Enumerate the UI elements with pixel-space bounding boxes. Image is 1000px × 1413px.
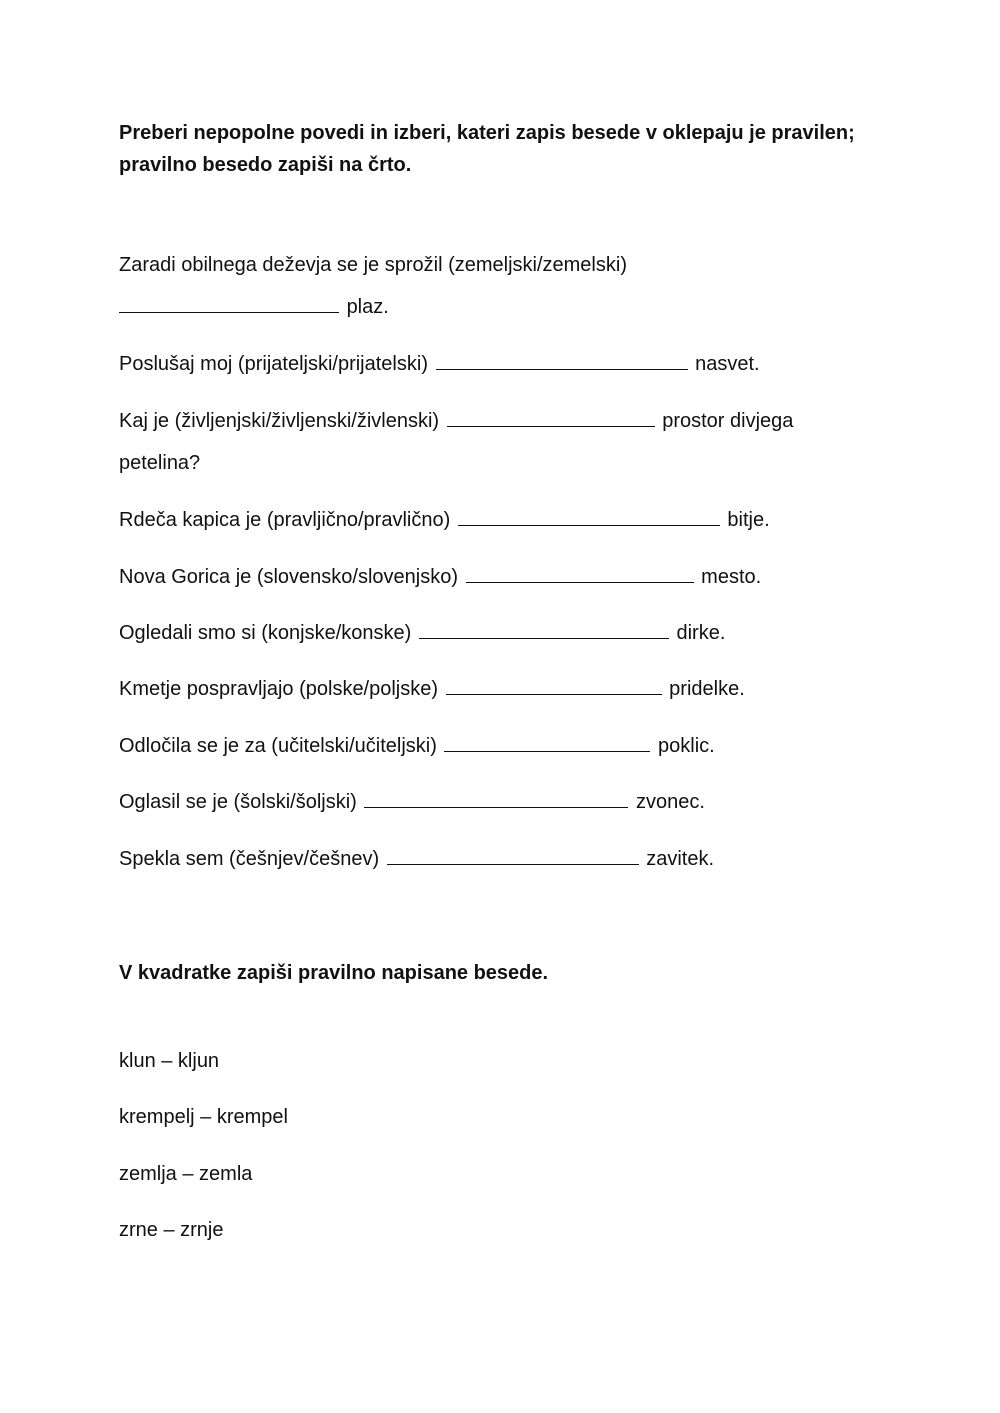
word-pair-item: klun – kljun (119, 1050, 220, 1072)
sentence-text-after: plaz. (346, 296, 389, 318)
answer-blank[interactable] (364, 787, 628, 808)
word-pair-item: zemlja – zemla (119, 1163, 253, 1185)
sentence-text-after: bitje. (727, 509, 770, 531)
answer-blank[interactable] (447, 406, 655, 427)
sentence-text-before: Ogledali smo si (konjske/konske) (119, 622, 412, 644)
sentence-text-before: Odločila se je za (učitelski/učiteljski) (119, 735, 437, 757)
sentence-text-before: Zaradi obilnega deževja se je sprožil (zemeljski/zemelski) (119, 254, 627, 276)
sentence-text-after: zvonec. (635, 791, 705, 813)
sentence-item (119, 556, 879, 598)
sentence-text-after: dirke. (676, 622, 726, 644)
sentence-item (119, 244, 879, 328)
sentence-item (119, 499, 879, 541)
sentence-text-before: Oglasil se je (šolski/šoljski) (119, 791, 357, 813)
sentence-text-after: prostor divjega petelina? (119, 410, 799, 474)
sentence-text-before: Spekla sem (češnjev/češnev) (119, 848, 380, 870)
word-pair-item: krempelj – krempel (119, 1106, 288, 1128)
sentence-text-before: Kaj je (življenjski/življenski/živlenski) (119, 410, 440, 432)
answer-blank[interactable] (444, 731, 650, 752)
sentence-item (119, 781, 879, 823)
sentence-item (119, 668, 879, 710)
sentence-text-after: zavitek. (646, 848, 715, 870)
word-pair-item: zrne – zrnje (119, 1219, 224, 1241)
answer-blank[interactable] (419, 618, 669, 639)
exercise-2-instructions: V kvadratke zapiši pravilno napisane besede. (119, 962, 549, 984)
sentence-item (119, 343, 879, 385)
answer-blank[interactable] (446, 674, 662, 695)
sentence-text-before: Poslušaj moj (prijateljski/prijatelski) (119, 353, 428, 375)
sentence-text-before: Nova Gorica je (slovensko/slovenjsko) (119, 566, 459, 588)
sentence-text-after: poklic. (658, 735, 715, 757)
answer-blank[interactable] (436, 349, 688, 370)
answer-blank[interactable] (119, 292, 339, 313)
sentence-item (119, 612, 879, 654)
sentence-text-before: Rdeča kapica je (pravljično/pravlično) (119, 509, 451, 531)
sentence-text-before: Kmetje pospravljajo (polske/poljske) (119, 678, 439, 700)
sentence-text-after: mesto. (701, 566, 762, 588)
exercise-1-instructions: Preberi nepopolne povedi in izberi, kateri zapis besede v oklepaju je pravilen; pravilno besedo zapiši na črto. (119, 122, 855, 176)
sentence-text-after: nasvet. (695, 353, 760, 375)
answer-blank[interactable] (466, 562, 694, 583)
answer-blank[interactable] (458, 505, 720, 526)
sentence-item (119, 400, 879, 484)
sentence-text-after: pridelke. (669, 678, 745, 700)
sentence-item (119, 725, 879, 767)
answer-blank[interactable] (387, 844, 639, 865)
sentence-item (119, 838, 879, 880)
